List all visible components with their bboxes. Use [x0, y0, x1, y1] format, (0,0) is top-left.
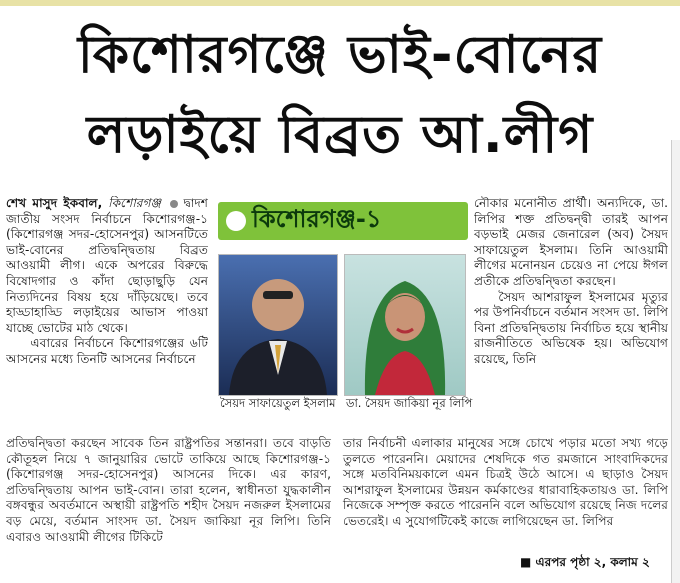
headline-line-2: লড়াইয়ে বিব্রত আ.লীগ	[86, 105, 594, 165]
man-portrait-icon	[219, 255, 337, 395]
woman-portrait-icon	[345, 255, 465, 395]
bullet-dot-icon	[170, 200, 178, 208]
photo-caption-1: সৈয়দ সাফায়েতুল ইসলাম	[220, 396, 336, 410]
bottom-left-paragraph: প্রতিদ্বন্দ্বিতা করছেন সাবেক তিন রাষ্ট্রপতির সন্তানরা। তবে বাড়তি কৌতূহল নিয়ে ৭ জানুয়ারির ভোটে তাকিয়ে আছে কিশোরগঞ্জ-১ (কিশোরগঞ্জ সদর-হোসেনপুর) আসনের দিকে। এর কারণ, প্রতিদ্বন্দ্বিতায় আপন ভাই-বোন। তারা হলেন, স্বাধীনতা যুদ্ধকালীন বঙ্গবন্ধুর অবর্তমানে অস্থায়ী রাষ্ট্রপতি শহীদ সৈয়দ নজরুল ইসলামের বড় মেয়ে, বর্তমান সাংসদ ডা. সৈয়দ জাকিয়া নূর লিপি। তিনি এবারও আওয়ামী লীগের টিকিটে	[6, 436, 331, 544]
bottom-text-area	[6, 436, 668, 572]
banner-title: কিশোরগঞ্জ-১	[252, 205, 382, 233]
adjacent-column-strip	[671, 140, 680, 583]
photo-safayetul-islam	[218, 254, 338, 396]
right-paragraph-2: সৈয়দ আশরাফুল ইসলামের মৃত্যুর পর উপনির্বাচনে বর্তমান সংসদ ডা. লিপি বিনা প্রতিদ্বন্দ্বিতায় নির্বাচিত হয়ে স্থানীয় রাজনীতিতে অভিষেক হয়। অভিযোগ রয়েছে, তিনি	[474, 289, 668, 366]
byline	[6, 196, 208, 336]
byline-location: কিশোরগঞ্জ	[108, 196, 161, 210]
right-column	[474, 196, 668, 458]
photo-zakia-nur-lipi	[344, 254, 466, 396]
left-paragraph-1: দ্বাদশ জাতীয় সংসদ নির্বাচনে কিশোরগঞ্জ-১ (কিশোরগঞ্জ সদর-হোসেনপুর) আসনটিতে ভাই-বোনের প্রতিদ্বন্দ্বিতায় বিব্রত আওয়ামী লীগ। একে অপরের বিরুদ্ধে বিষোদগার ও কাঁদা ছোড়াছুড়ি যেন নিত্যদিনের বিষয় হয়ে দাঁড়িয়েছে। তবে হাড্ডাহাড্ডি লড়াইয়ের আভাস পাওয়া যাচ্ছে ভোটের মাঠ থেকে।	[6, 196, 208, 335]
banner-circle-icon	[226, 211, 246, 231]
constituency-banner	[218, 202, 468, 240]
photo-caption-2: ডা. সৈয়দ জাকিয়া নূর লিপি	[346, 396, 473, 410]
headline-line-1: কিশোরগঞ্জে ভাই-বোনের	[77, 25, 603, 85]
byline-name: শেখ মাসুদ ইকবাল,	[6, 196, 103, 210]
right-paragraph-1: নৌকার মনোনীত প্রার্থী। অন্যদিকে, ডা. লিপির শক্ত প্রতিদ্বন্দ্বী তারই আপন বড়ভাই মেজর জেনারেল (অব) সৈয়দ সাফায়েতুল ইসলাম। তিনি আওয়ামী লীগের মনোনয়ন চেয়েও না পেয়ে ঈগল প্রতীকে প্রতিদ্বন্দ্বিতা করছেন।	[474, 196, 668, 288]
bottom-right-paragraph: তার নির্বাচনী এলাকার মানুষের সঙ্গে চোখে পড়ার মতো সখ্য গড়ে তুলতে পারেননি। মেয়াদের শেষদিকে গত রমজানে সাংবাদিকদের সঙ্গে মতবিনিময়কালে এমন চিত্রই উঠে আসে। এ ছাড়াও সৈয়দ আশরাফুল ইসলামের উন্নয়ন কর্মকাণ্ডের ধারাবাহিকতায়ও ডা. লিপি নিজেকে সম্পৃক্ত করতে পারেননি বলে অভিযোগ রয়েছে নিজ দলের ভেতরেই। এ সুযোগটিকেই কাজে লাগিয়েছেন ডা. লিপির	[343, 436, 668, 528]
continuation-note: ■ এরপর পৃষ্ঠা ২, কলাম ২	[520, 555, 650, 569]
left-paragraph-2: এবারের নির্বাচনে কিশোরগঞ্জের ৬টি আসনের মধ্যে তিনটি আসনের নির্বাচনে	[6, 336, 208, 366]
top-color-bar	[0, 0, 680, 6]
left-column	[6, 196, 208, 458]
